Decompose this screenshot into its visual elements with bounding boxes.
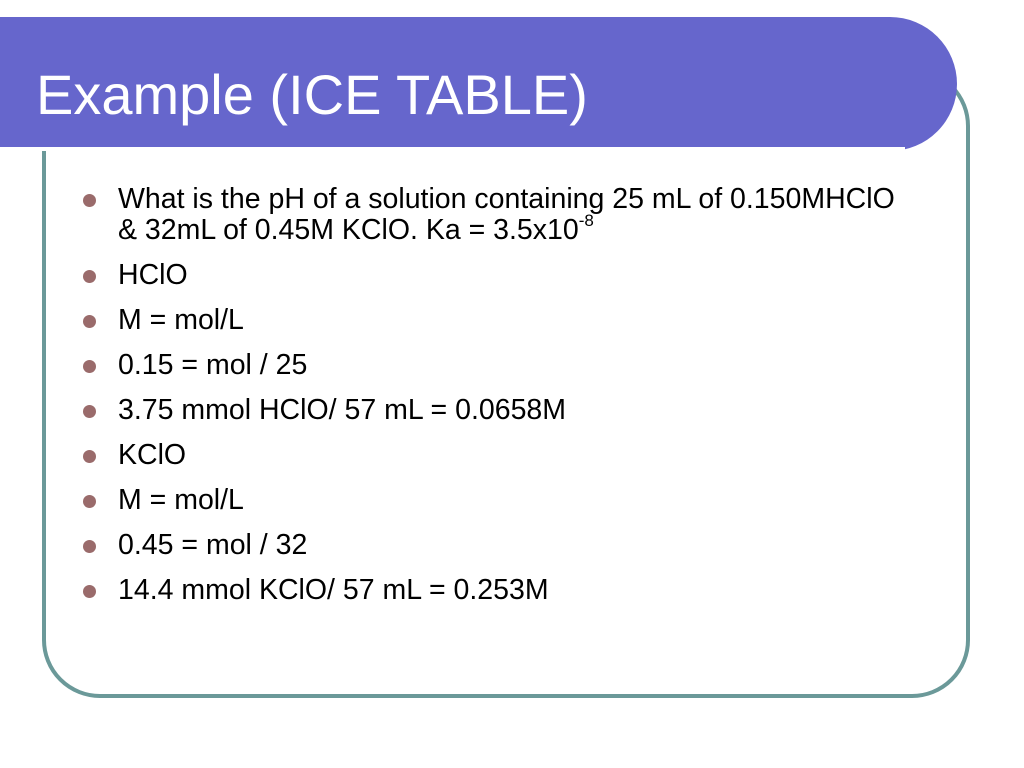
bullet-icon	[83, 360, 96, 373]
bullet-text: M = mol/L	[118, 304, 244, 336]
bullet-text: KClO	[118, 439, 187, 471]
bullet-icon	[83, 450, 96, 463]
question-text: What is the pH of a solution containing 25 mL of 0.150MHClO & 32mL of 0.45M KClO. Ka = 3.5x10	[118, 183, 895, 246]
bullet-text: M = mol/L	[118, 484, 244, 516]
bullet-item-hclo-concentration	[80, 395, 920, 426]
bullet-text: 3.75 mmol HClO/ 57 mL = 0.0658M	[118, 394, 567, 426]
bullet-item-hclo	[80, 260, 920, 291]
bullet-icon	[83, 405, 96, 418]
bullet-item-kclo	[80, 440, 920, 471]
bullet-icon	[83, 495, 96, 508]
bullet-icon	[83, 270, 96, 283]
ka-exponent: -8	[578, 211, 594, 230]
bullet-item-molarity-formula-2	[80, 485, 920, 516]
title-bar	[0, 17, 957, 151]
bullet-item-kclo-concentration	[80, 575, 920, 606]
bullet-item-hclo-equation	[80, 350, 920, 381]
title-underline	[0, 147, 905, 151]
bullet-text: 0.15 = mol / 25	[118, 349, 308, 381]
bullet-list	[80, 184, 920, 620]
slide-title: Example (ICE TABLE)	[36, 63, 588, 126]
bullet-icon	[83, 315, 96, 328]
bullet-text: 14.4 mmol KClO/ 57 mL = 0.253M	[118, 574, 549, 606]
bullet-text	[118, 183, 895, 246]
bullet-item-question	[80, 184, 920, 246]
bullet-text: 0.45 = mol / 32	[118, 529, 308, 561]
bullet-icon	[83, 540, 96, 553]
bullet-item-kclo-equation	[80, 530, 920, 561]
bullet-icon	[83, 194, 96, 207]
bullet-text: HClO	[118, 259, 188, 291]
bullet-item-molarity-formula-1	[80, 305, 920, 336]
bullet-icon	[83, 585, 96, 598]
